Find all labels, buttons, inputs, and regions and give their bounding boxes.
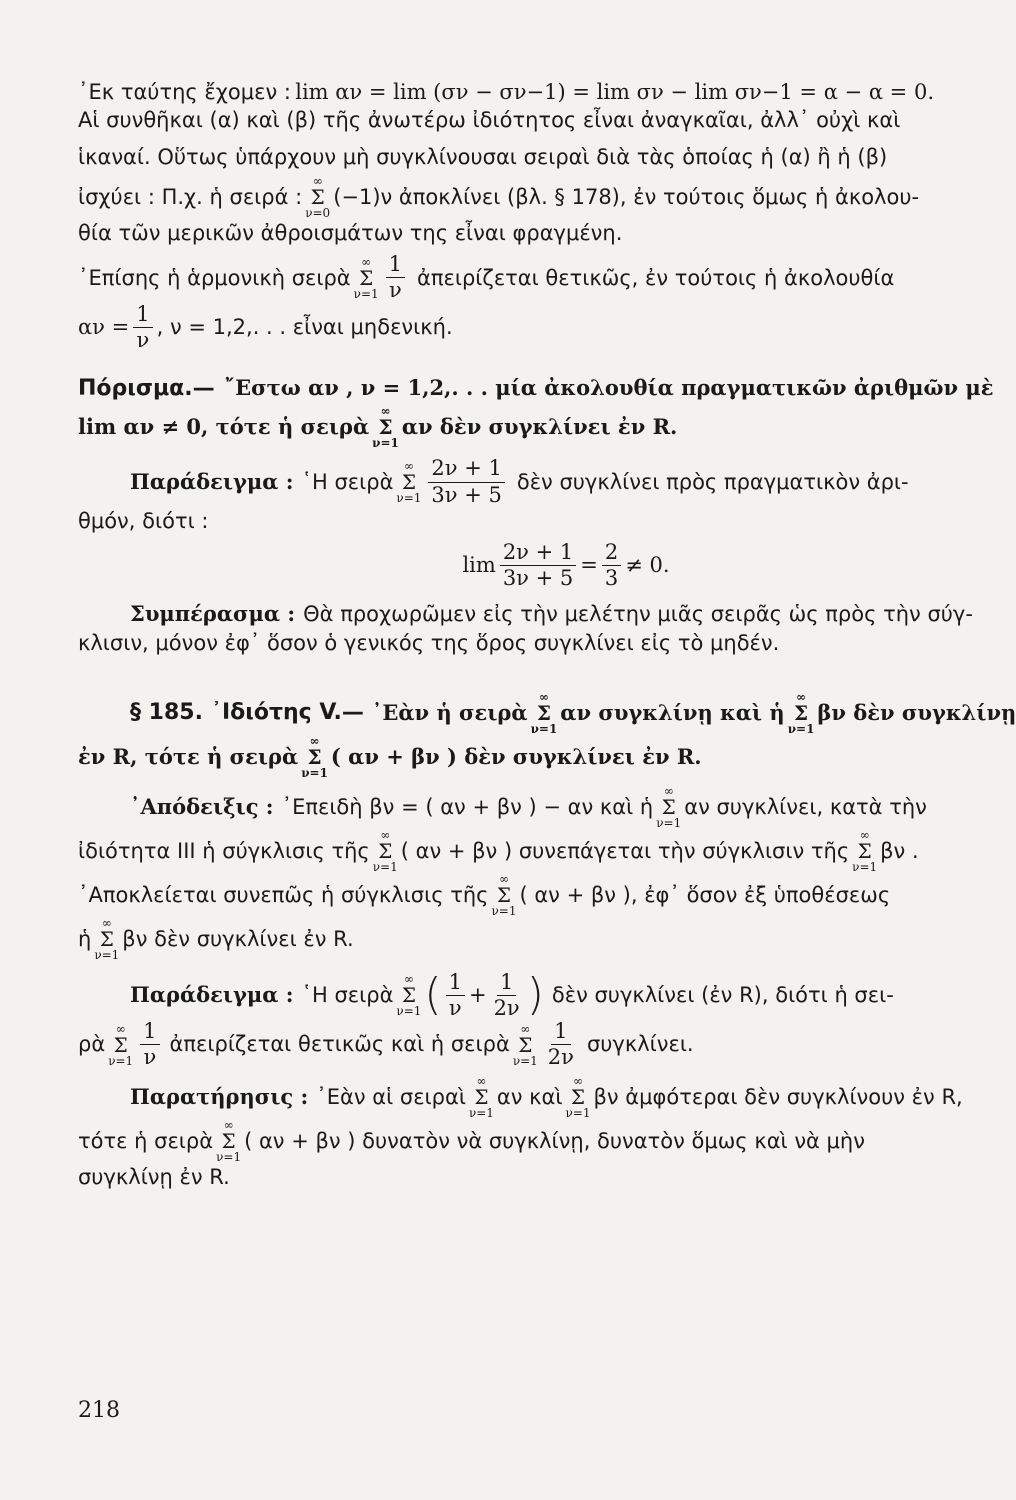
text-segment: ᾽Επίσης ἡ ἁρμονικὴ σειρὰ (78, 265, 351, 290)
text-segment: ᾽Εὰν αἱ σειραὶ (316, 1085, 466, 1110)
math-expression: lim (462, 553, 496, 578)
math-expression: αν = (78, 314, 130, 339)
text-segment: ἰδιότητα III ἡ σύγκλισις τῆς (78, 838, 370, 863)
text-segment: ᾽Επειδὴ βν = ( αν + βν ) − αν καὶ ἡ (281, 794, 654, 819)
observation-heading: Παρατήρησις : (130, 1084, 309, 1110)
text-segment: ᾽Εὰν ἡ σειρὰ (371, 699, 528, 725)
page-number: 218 (78, 1398, 120, 1423)
text-segment: τότε ἡ σειρὰ (78, 1129, 214, 1154)
fraction: $\frac{1}{2\nu}$ (493, 969, 520, 1020)
math-expression: = (580, 553, 598, 578)
text-segment: ῎Εστω αν , ν = 1,2,. . . μία ἀκολουθία πραγματικῶν ἀριθμῶν μὲ (224, 375, 994, 401)
text-segment: βν . (880, 838, 919, 863)
fraction: $\frac{2}{3}$ (602, 541, 621, 590)
math-expression: lim αν = lim (σν − σν−1) = lim σν − lim σν−1 = α − α = 0. (295, 80, 934, 104)
text-segment: αν καὶ (496, 1085, 563, 1110)
text-segment: ῾Η σειρὰ (301, 469, 394, 494)
sum-symbol: ∞ Σ ν=1 (512, 1021, 538, 1068)
text-segment: δὲν συγκλίνει πρὸς πραγματικὸν ἀρι- (516, 469, 909, 494)
text-segment: βν ἀμφότεραι δὲν συγκλίνουν ἐν R, (593, 1085, 963, 1110)
sum-symbol: ∞ Σ ν=1 (530, 689, 558, 736)
sum-symbol: ∞ Σ ν=1 (787, 689, 815, 736)
text-segment: ἡ (78, 926, 92, 951)
sum-symbol: ∞ Σ ν=1 (852, 827, 878, 874)
section-heading: ᾽Ιδιότης V.— (210, 700, 364, 725)
text-line (78, 629, 934, 657)
sum-symbol: ∞ Σ ν=0 (305, 174, 331, 221)
text-line (78, 303, 934, 352)
page-body (78, 78, 1016, 1192)
section-number: § 185. (130, 700, 203, 725)
text-segment: θία τῶν μερικῶν ἀθροισμάτων της εἶναι φραγμένη. (78, 221, 623, 246)
sum-symbol: ∞ Σ ν=1 (468, 1074, 494, 1121)
fraction: $\frac{1}{\nu}$ (133, 303, 152, 352)
text-segment: ἀπειρίζεται θετικῶς, ἐν τούτοις ἡ ἀκολουθία (417, 265, 895, 290)
text-line (78, 971, 934, 1020)
text-line (78, 219, 934, 247)
text-segment: συγκλίνῃ ἐν R. (78, 1165, 230, 1190)
fraction: $\frac{1}{\nu}$ (386, 253, 405, 302)
text-segment: ( αν + βν ) δὲν συγκλίνει ἐν R. (330, 743, 702, 769)
text-segment: , ν = 1,2,. . . εἶναι μηδενική. (156, 314, 453, 339)
text-segment: κλισιν, μόνον ἐφ᾽ ὅσον ὁ γενικός της ὅρος συγκλίνει εἰς τὸ μηδέν. (78, 630, 780, 655)
fraction: $\frac{2\nu + 1}{3\nu + 5}$ (428, 457, 504, 506)
text-line (78, 873, 934, 917)
text-segment: ᾽Αποκλείεται συνεπῶς ἡ σύγκλισις τῆς (78, 882, 489, 907)
proof-heading: ᾽Απόδειξις : (130, 793, 274, 819)
sum-symbol: ∞ Σ ν=1 (396, 459, 422, 506)
text-segment: (−1)ν ἀποκλίνει (βλ. § 178), ἐν τούτοις ὅμως ἡ ἀκολου- (333, 184, 920, 209)
text-segment: συγκλίνει. (586, 1032, 694, 1057)
text-segment: βν δὲν συγκλίνει ἐν R. (122, 926, 354, 951)
text-line (78, 175, 934, 219)
text-segment: ( αν + βν ), ἐφ᾽ ὅσον ἐξ ὑποθέσεως (519, 882, 891, 907)
text-segment: ρὰ (78, 1032, 106, 1057)
text-segment: ἀπειρίζεται θετικῶς καὶ ἡ σειρὰ (169, 1032, 510, 1057)
text-segment: δὲν συγκλίνει (ἐν R), διότι ἡ σει- (551, 983, 894, 1008)
text-line (78, 106, 934, 134)
text-line (78, 785, 934, 829)
text-line (78, 78, 934, 106)
math-expression: ≠ 0. (625, 553, 670, 578)
text-segment: ᾽Εκ ταύτης ἔχομεν : (78, 80, 291, 104)
text-segment: ( αν + βν ) συνεπάγεται τὴν σύγκλισιν τῆς (400, 838, 850, 863)
text-segment: Αἱ συνθῆκαι (α) καὶ (β) τῆς ἀνωτέρω ἰδιότητος εἶναι ἀναγκαῖαι, ἀλλ᾽ οὐχὶ καὶ (78, 108, 901, 133)
text-line (78, 1163, 934, 1191)
fraction: $\frac{1}{2\nu}$ (547, 1019, 574, 1070)
sum-symbol: ∞ Σ ν=1 (656, 783, 682, 830)
display-equation (78, 541, 934, 590)
text-segment: ἐν R, τότε ἡ σειρὰ (78, 743, 299, 769)
sum-symbol: ∞ Σ ν=1 (565, 1074, 591, 1121)
left-paren: ( (424, 969, 442, 1021)
text-segment: ῾Η σειρὰ (301, 983, 394, 1008)
text-segment: βν δὲν συγκλίνῃ (817, 699, 1016, 725)
fraction: $\frac{2\nu + 1}{3\nu + 5}$ (500, 541, 576, 590)
text-line (78, 1020, 934, 1069)
text-segment: θμόν, διότι : (78, 508, 209, 533)
text-line (78, 507, 934, 535)
text-line (78, 917, 934, 961)
text-line (78, 1119, 934, 1163)
math-expression: + (468, 983, 487, 1008)
text-line (78, 689, 1016, 736)
fraction: $\frac{1}{\nu}$ (446, 971, 465, 1020)
text-segment: lim αν ≠ 0, τότε ἡ σειρὰ (78, 414, 370, 440)
text-line (78, 143, 934, 171)
sum-symbol: ∞ Σ ν=1 (372, 827, 398, 874)
right-paren: ) (526, 969, 544, 1021)
text-line (78, 374, 994, 404)
sum-symbol: ∞ Σ ν=1 (94, 915, 120, 962)
sum-symbol: ∞ Σ ν=1 (216, 1118, 242, 1165)
text-segment: ἰσχύει : Π.χ. ἡ σειρά : (78, 184, 303, 209)
text-line (78, 253, 934, 302)
sum-symbol: ∞ Σ ν=1 (353, 254, 379, 301)
section-heading: Πόρισμα.— (78, 375, 215, 401)
text-line (78, 735, 934, 779)
sum-symbol: ∞ Σ ν=1 (372, 404, 399, 451)
example-heading: Παράδειγμα : (130, 982, 294, 1008)
text-line (78, 1074, 963, 1121)
text-line (78, 457, 934, 506)
sum-symbol: ∞ Σ ν=1 (396, 972, 422, 1019)
text-line (78, 405, 934, 449)
sum-symbol: ∞ Σ ν=1 (108, 1021, 134, 1068)
text-segment: αν δὲν συγκλίνει ἐν R. (401, 414, 678, 440)
text-segment: Θὰ προχωρῶμεν εἰς τὴν μελέτην μιᾶς σειρᾶς ὡς πρὸς τὴν σύγ- (303, 602, 973, 627)
sum-symbol: ∞ Σ ν=1 (491, 871, 517, 918)
conclusion-heading: Συμπέρασμα : (130, 601, 296, 627)
text-line (78, 600, 973, 628)
fraction: $\frac{1}{\nu}$ (140, 1020, 159, 1069)
text-segment: ἱκαναί. Οὕτως ὑπάρχουν μὴ συγκλίνουσαι σειραὶ διὰ τὰς ὁποίας ἡ (α) ἢ ἡ (β) (78, 144, 888, 169)
example-heading: Παράδειγμα : (130, 468, 294, 494)
text-line (78, 829, 934, 873)
text-segment: αν συγκλίνῃ καὶ ἡ (560, 699, 785, 725)
sum-symbol: ∞ Σ ν=1 (301, 733, 328, 780)
text-segment: αν συγκλίνει, κατὰ τὴν (684, 794, 927, 819)
text-segment: ( αν + βν ) δυνατὸν νὰ συγκλίνῃ, δυνατὸν ὅμως καὶ νὰ μὴν (244, 1129, 865, 1154)
